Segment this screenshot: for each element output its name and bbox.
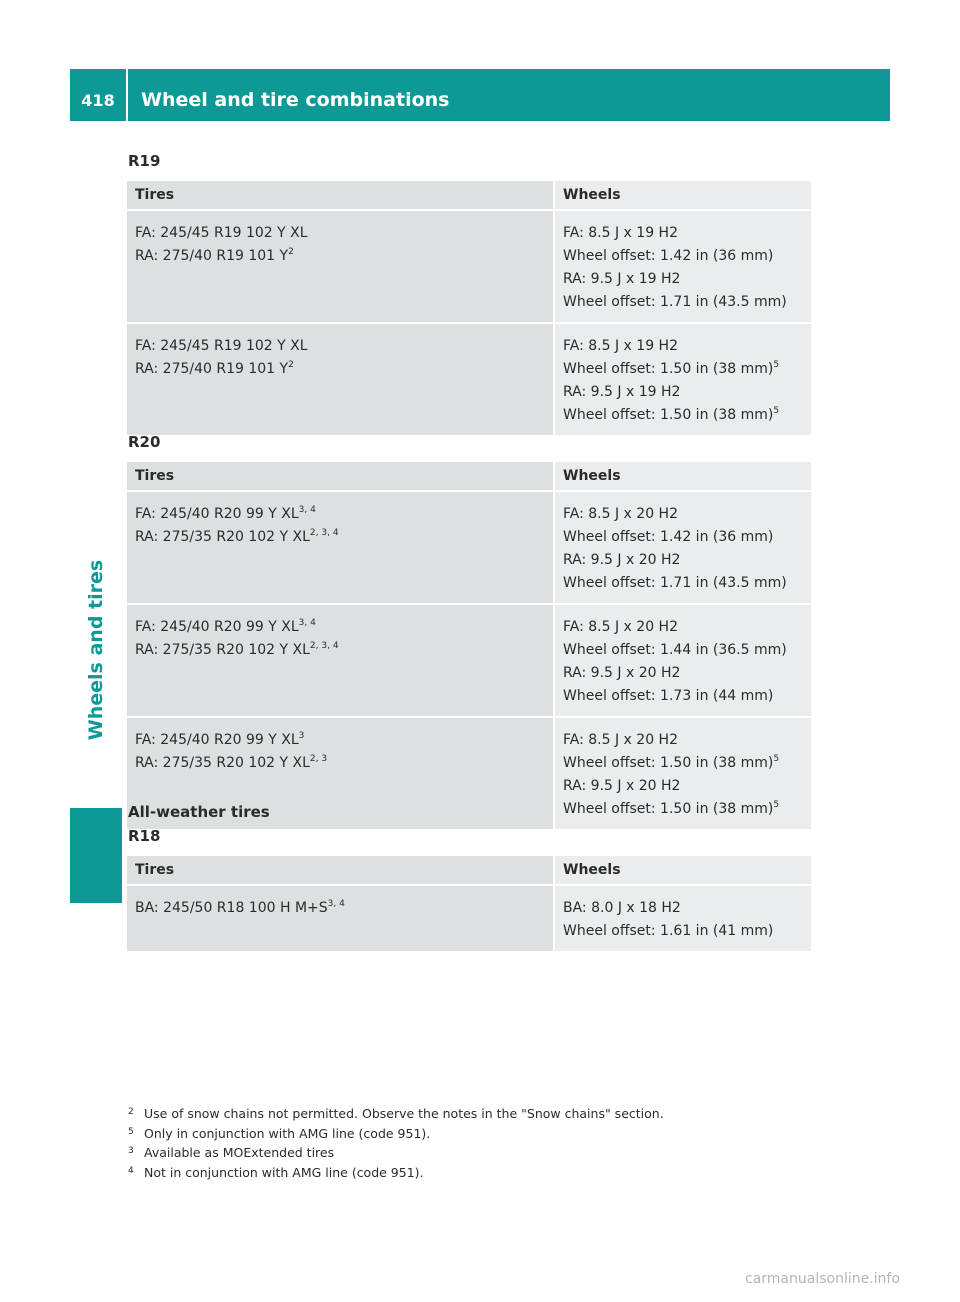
wheel-line: Wheel offset: 1.71 in (43.5 mm): [563, 575, 787, 591]
column-header-tires: Tires: [127, 181, 555, 211]
footnote: [128, 1162, 828, 1182]
tire-line: FA: 245/40 R20 99 Y XL$^{3, 4}$: [135, 505, 316, 522]
column-header-tires: Tires: [127, 856, 555, 886]
footnote-mark: 5: [128, 1126, 134, 1137]
chapter-side-tab: [70, 808, 122, 903]
wheels-cell: [555, 886, 811, 953]
wheel-line: RA: 9.5 J x 19 H2: [563, 271, 681, 287]
wheel-line: FA: 8.5 J x 19 H2: [563, 225, 678, 241]
wheel-line: RA: 9.5 J x 20 H2: [563, 665, 681, 681]
table-header-row: [127, 181, 811, 211]
tire-line: FA: 245/40 R20 99 Y $XL^3$: [135, 731, 305, 748]
footnotes: [128, 1103, 828, 1181]
footnote-mark: 3: [128, 1146, 134, 1156]
section-label-r20: R20: [128, 433, 161, 451]
tire-line: FA: 245/45 R19 102 Y XL: [135, 225, 308, 241]
wheel-line: Wheel offset: 1.42 in (36 mm): [563, 248, 774, 264]
tires-cell: [127, 211, 555, 324]
tires-cell: [127, 324, 555, 437]
watermark: carmanualsonline.info: [745, 1271, 900, 1287]
page-title: Wheel and tire combinations: [141, 89, 450, 111]
footnote-text: Only in conjunction with AMG line (code 951).: [144, 1125, 431, 1141]
wheel-line: Wheel offset: 1.50 in (38 mm)$^5$: [563, 754, 780, 771]
wheel-line: Wheel offset: 1.73 in (44 mm): [563, 688, 774, 704]
wheel-line: Wheel offset: 1.50 in (38 mm)$^5$: [563, 800, 780, 817]
tire-line: RA: 275/35 R20 102 Y XL$^{2, 3, 4}$: [135, 528, 339, 545]
column-header-wheels: Wheels: [555, 462, 811, 492]
footnote-text: Use of snow chains not permitted. Observe the notes in the "Snow chains" section.: [144, 1106, 664, 1121]
tire-line: BA: 245/50 R18 100 H $M+S^{3, 4}$: [135, 899, 345, 916]
wheel-line: RA: 9.5 J x 20 H2: [563, 778, 681, 794]
wheel-line: Wheel offset: 1.71 in (43.5 mm): [563, 294, 787, 310]
tires-cell: [127, 492, 555, 605]
tire-line: RA: 275/40 R19 101 $Y^2$: [135, 247, 294, 264]
footnote-text: Not in conjunction with AMG line (code 951).: [144, 1164, 424, 1180]
table-header-row: [127, 462, 811, 492]
tire-line: FA: 245/40 R20 99 Y XL$^{3, 4}$: [135, 618, 316, 635]
wheel-line: FA: 8.5 J x 20 H2: [563, 506, 678, 522]
wheel-line: RA: 9.5 J x 20 H2: [563, 552, 681, 568]
table-r19: [127, 181, 811, 437]
footnote-text: Available as MOExtended tires: [144, 1145, 335, 1160]
header-bar: [70, 69, 890, 121]
page-number: 418: [81, 91, 115, 110]
table-row: [127, 492, 811, 605]
table-row: [127, 605, 811, 718]
table-row: [127, 324, 811, 437]
wheel-line: FA: 8.5 J x 20 H2: [563, 619, 678, 635]
column-header-tires: Tires: [127, 462, 555, 492]
footnote: [128, 1123, 828, 1143]
wheels-cell: [555, 324, 811, 437]
table-r18: [127, 856, 811, 953]
footnote-mark: 2: [128, 1107, 134, 1117]
column-header-wheels: Wheels: [555, 181, 811, 211]
wheels-cell: [555, 605, 811, 718]
section-label-r18: R18: [128, 827, 161, 845]
wheels-cell: [555, 211, 811, 324]
wheel-line: FA: 8.5 J x 19 H2: [563, 338, 678, 354]
table-r20: [127, 462, 811, 831]
wheel-line: Wheel offset: 1.42 in (36 mm): [563, 529, 774, 545]
column-header-wheels: Wheels: [555, 856, 811, 886]
tire-line: RA: 275/40 R19 101 $Y^2$: [135, 360, 294, 377]
wheels-cell: [555, 492, 811, 605]
tire-line: RA: 275/35 R20 102 Y XL$^{2, 3, 4}$: [135, 641, 339, 658]
wheel-line: Wheel offset: 1.50 in (38 mm)$^5$: [563, 360, 780, 377]
wheel-line: Wheel offset: 1.50 in (38 mm)$^5$: [563, 406, 780, 423]
wheel-line: Wheel offset: 1.61 in (41 mm): [563, 923, 774, 939]
chapter-side-label-text: Wheels and tires: [85, 559, 107, 741]
wheels-cell: [555, 718, 811, 831]
section-label-r19: R19: [128, 152, 161, 170]
wheel-line: RA: 9.5 J x 19 H2: [563, 384, 681, 400]
tire-line: RA: 275/35 R20 102 Y XL$^{2, 3}$: [135, 754, 328, 771]
tire-line: FA: 245/45 R19 102 Y XL: [135, 338, 308, 354]
tires-cell: [127, 605, 555, 718]
footnote-mark: 4: [128, 1165, 134, 1176]
footnote: [128, 1103, 828, 1123]
table-row: [127, 211, 811, 324]
header-divider: [126, 69, 128, 121]
section-heading-all-weather: All-weather tires: [128, 803, 270, 821]
table-header-row: [127, 856, 811, 886]
wheel-line: Wheel offset: 1.44 in (36.5 mm): [563, 642, 787, 658]
tires-cell: [127, 886, 555, 953]
footnote: [128, 1142, 828, 1162]
wheel-line: FA: 8.5 J x 20 H2: [563, 732, 678, 748]
table-row: [127, 886, 811, 953]
wheel-line: BA: 8.0 J x 18 H2: [563, 900, 681, 916]
